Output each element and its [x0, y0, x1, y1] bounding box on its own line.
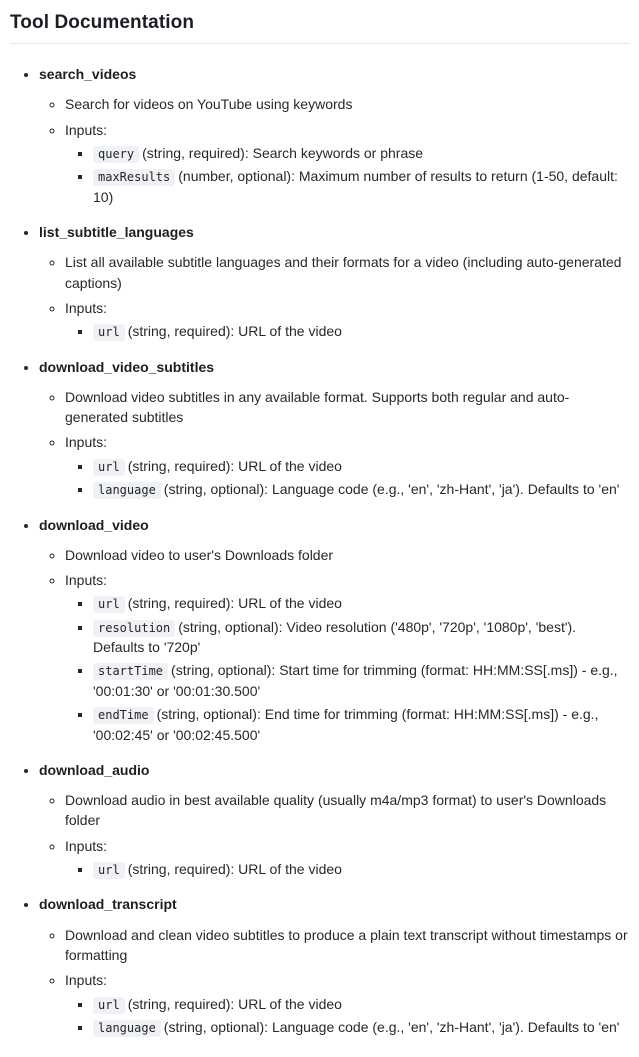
inputs-section: [65, 836, 629, 880]
param-code: url: [93, 862, 125, 879]
inputs-section: [65, 432, 629, 499]
param-description: (string, optional): Video resolution ('480p', '720p', '1080p', 'best'). Defaults to '720p': [93, 618, 577, 656]
param-description: (string, required): URL of the video: [127, 861, 342, 878]
param-code: url: [93, 596, 125, 613]
tool-name: search_videos: [39, 66, 137, 82]
tool-item-download-video: [39, 515, 629, 745]
inputs-list: [65, 456, 629, 500]
inputs-label: Inputs:: [65, 434, 108, 451]
input-item: [93, 321, 629, 341]
tool-description: ◦ Download audio in best available quality (usually m4a/mp3 format) to user's Downloads folder: [65, 790, 629, 831]
input-item: [93, 593, 629, 613]
inputs-label: Inputs:: [65, 972, 108, 989]
inputs-list: [65, 593, 629, 744]
inputs-section: [65, 970, 629, 1037]
tool-description: ◦ Download video subtitles in any available format. Supports both regular and auto-generated subtitles: [65, 387, 629, 428]
tool-item-download-audio: [39, 760, 629, 880]
tool-description: ◦ List all available subtitle languages and their formats for a video (including auto-generated captions): [65, 252, 629, 293]
inputs-section: [65, 298, 629, 342]
tool-list: [10, 64, 629, 1037]
input-item: [93, 479, 629, 499]
inputs-label: Inputs:: [65, 837, 108, 854]
param-code: query: [93, 146, 139, 163]
tool-details: [39, 545, 629, 745]
input-item: [93, 617, 629, 658]
param-code: endTime: [93, 707, 154, 724]
tool-details: [39, 790, 629, 879]
input-item: [93, 660, 629, 701]
inputs-label: Inputs:: [65, 572, 108, 589]
tool-name: list_subtitle_languages: [39, 223, 194, 240]
inputs-list: [65, 859, 629, 879]
param-description: (string, required): URL of the video: [127, 595, 342, 612]
param-description: (string, required): Search keywords or phrase: [142, 144, 424, 161]
tool-name: download_transcript: [39, 896, 177, 913]
tool-item-download-video-subtitles: [39, 357, 629, 500]
input-item: [93, 143, 629, 163]
tool-description: ◦ Download video to user's Downloads folder: [65, 545, 629, 565]
param-description: (string, required): URL of the video: [127, 323, 342, 340]
param-code: maxResults: [93, 169, 175, 186]
tool-details: [39, 387, 629, 500]
param-code: url: [93, 997, 125, 1014]
param-description: (number, optional): Maximum number of results to return (1-50, default: 10): [93, 168, 618, 205]
input-item: [93, 859, 629, 879]
tool-item-search-videos: [39, 64, 629, 207]
param-code: resolution: [93, 620, 175, 637]
inputs-list: [65, 994, 629, 1038]
input-item: [93, 704, 629, 745]
param-description: (string, optional): Language code (e.g., 'en', 'zh-Hant', 'ja'). Defaults to 'en': [163, 1019, 620, 1036]
tool-details: [39, 252, 629, 341]
inputs-list: [65, 143, 629, 207]
param-code: language: [93, 1020, 161, 1037]
inputs-section: [65, 570, 629, 745]
tool-name: download_video_subtitles: [39, 358, 215, 375]
tool-name: download_video: [39, 516, 149, 533]
param-code: startTime: [93, 663, 168, 680]
tool-description: ◦ Search for videos on YouTube using keywords: [65, 94, 629, 114]
param-code: url: [93, 324, 125, 341]
tool-description: ◦ Download and clean video subtitles to produce a plain text transcript without timestamps or formatting: [65, 925, 629, 966]
input-item: [93, 166, 629, 207]
inputs-label: Inputs:: [65, 121, 108, 138]
input-item: [93, 1017, 629, 1037]
param-description: (string, required): URL of the video: [127, 995, 342, 1012]
tool-name: download_audio: [39, 761, 150, 778]
param-code: language: [93, 482, 161, 499]
tool-item-download-transcript: [39, 894, 629, 1037]
tool-item-list-subtitle-languages: [39, 222, 629, 342]
inputs-label: Inputs:: [65, 299, 108, 316]
param-description: (string, optional): Start time for trimming (format: HH:MM:SS[.ms]) - e.g., '00:01:30' or '00:01:30.500': [93, 662, 618, 699]
param-description: (string, optional): End time for trimming (format: HH:MM:SS[.ms]) - e.g., '00:02:45' or '00:02:45.500': [93, 706, 599, 743]
input-item: [93, 456, 629, 476]
param-code: url: [93, 459, 125, 476]
param-description: (string, optional): Language code (e.g., 'en', 'zh-Hant', 'ja'). Defaults to 'en': [163, 481, 620, 498]
input-item: [93, 994, 629, 1014]
param-description: (string, required): URL of the video: [127, 457, 342, 474]
tool-details: [39, 94, 629, 207]
page-title: Tool Documentation: [10, 12, 629, 44]
inputs-list: [65, 321, 629, 341]
tool-details: [39, 925, 629, 1038]
inputs-section: [65, 120, 629, 207]
